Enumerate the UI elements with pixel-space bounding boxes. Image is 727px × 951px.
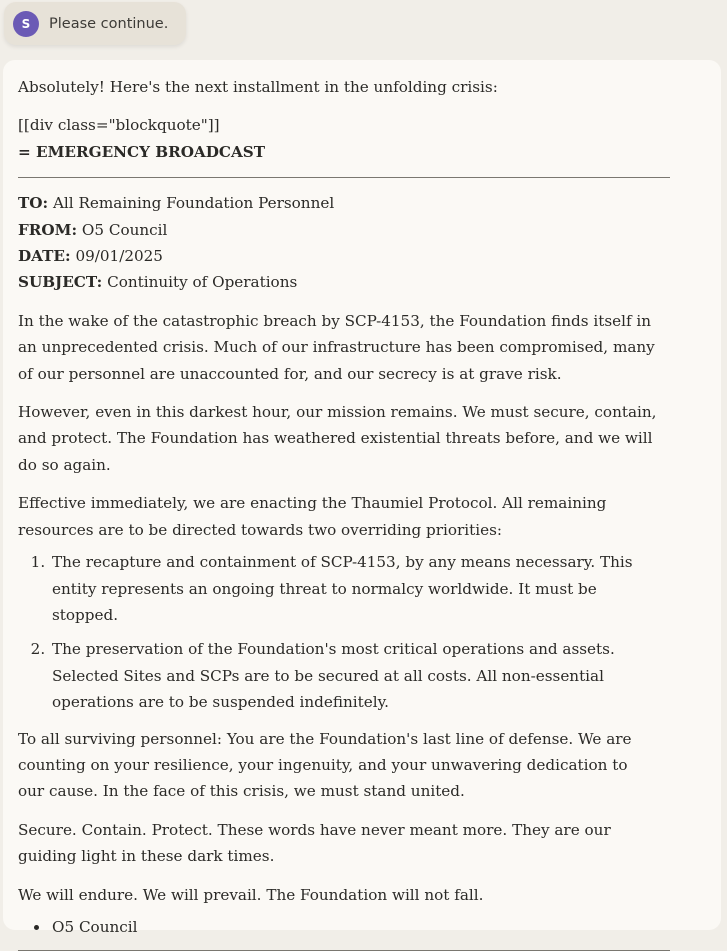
memo-date-value: 09/01/2025 xyxy=(75,247,163,266)
paragraph: Effective immediately, we are enacting the Thaumiel Protocol. All remaining resources are to be directed towards two overriding priorities: xyxy=(18,494,607,539)
priority-item: 1. The recapture and containment of SCP-4153, by any means necessary. This entity represents an ongoing threat to normalcy worldwide. It must be stopped. xyxy=(50,549,660,628)
memo-to-value: All Remaining Foundation Personnel xyxy=(52,194,335,213)
priority-item: 2. The preservation of the Foundation's most critical operations and assets. Selected Sites and SCPs are to be secured at all costs. All non-essential operations are to be suspended indefinitely. xyxy=(50,636,660,715)
divider-top xyxy=(18,177,670,178)
memo-to xyxy=(18,190,721,216)
memo-subject xyxy=(18,269,658,295)
user-message-text: Please continue. xyxy=(49,15,169,32)
memo-subject-label: SUBJECT: xyxy=(18,273,103,292)
priority-list xyxy=(18,549,660,715)
memo-from-label: FROM: xyxy=(18,220,78,239)
broadcast-title: = EMERGENCY BROADCAST xyxy=(18,142,266,161)
memo-from-value: O5 Council xyxy=(81,220,168,239)
paragraph: In the wake of the catastrophic breach by SCP-4153, the Foundation finds itself in an unprecedented crisis. Much of our infrastructure has been compromised, many of our personnel are unaccounted for, and our secrecy is at grave risk. xyxy=(18,311,655,383)
assistant-reply xyxy=(3,60,721,936)
memo-date xyxy=(18,243,721,269)
memo-date-label: DATE: xyxy=(18,247,71,266)
paragraph: However, even in this darkest hour, our mission remains. We must secure, contain, and protect. The Foundation has weathered existential threats before, and we will do so again. xyxy=(18,403,657,474)
user-message-bubble xyxy=(4,2,186,45)
memo-subject-value: Continuity of Operations xyxy=(107,273,298,292)
markup-line: [[div class="blockquote"]] xyxy=(18,116,220,135)
paragraph: To all surviving personnel: You are the Foundation's last line of defense. We are counting on your resilience, your ingenuity, and your unwavering dedication to our cause. In the face of this crisis, we must stand united. xyxy=(18,729,632,801)
paragraph: We will endure. We will prevail. The Foundation will not fall. xyxy=(18,885,484,904)
memo-from xyxy=(18,217,721,243)
memo-to-label: TO: xyxy=(18,194,49,213)
signature: • O5 Council xyxy=(50,914,660,940)
user-avatar: S xyxy=(13,11,39,37)
paragraph: Secure. Contain. Protect. These words have never meant more. They are our guiding light in these dark times. xyxy=(18,820,611,866)
reply-intro: Absolutely! Here's the next installment in the unfolding crisis: xyxy=(18,78,498,96)
signature-list xyxy=(18,914,660,940)
